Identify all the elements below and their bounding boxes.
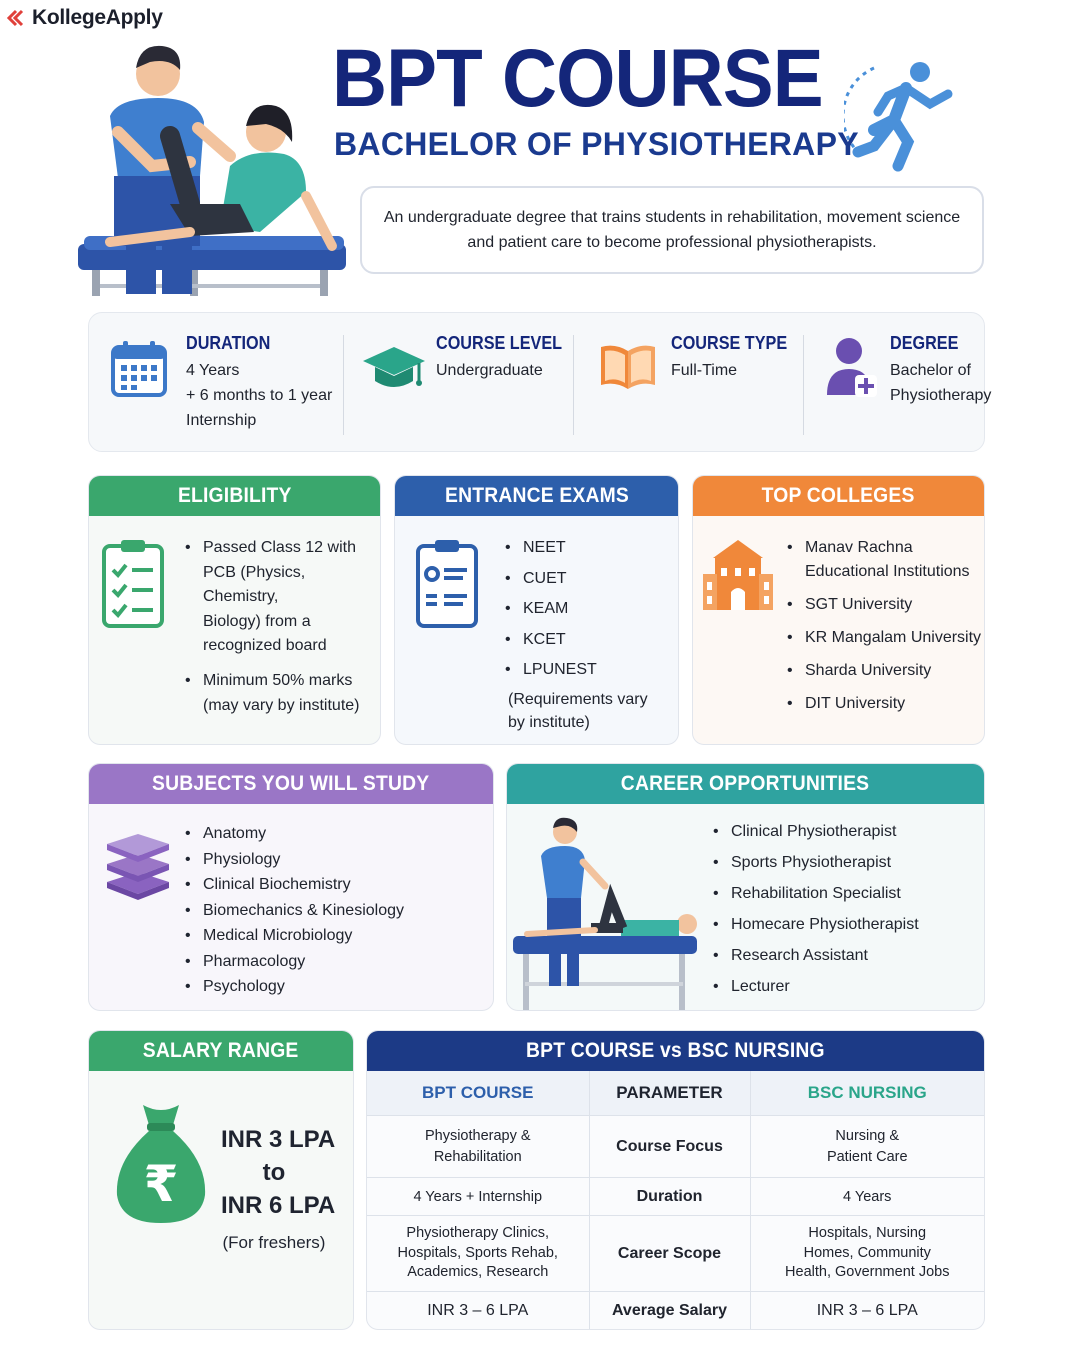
table-cell: 4 Years <box>750 1178 984 1216</box>
table-row <box>367 1178 984 1216</box>
kollegeapply-logo-icon <box>6 8 28 28</box>
subjects-list <box>185 821 485 1000</box>
salary-card <box>88 1030 354 1330</box>
list-item: • Biomechanics & Kinesiology <box>185 898 485 924</box>
salary-low: INR 3 LPA <box>221 1126 336 1153</box>
entrance-exams-header: ENTRANCE EXAMS <box>395 476 678 516</box>
therapy-session-illustration <box>511 816 701 1011</box>
stat-degree <box>890 333 991 408</box>
list-item: • Clinical Biochemistry <box>185 872 485 898</box>
course-overview-card <box>88 312 992 452</box>
subjects-header: SUBJECTS YOU WILL STUDY <box>89 764 493 804</box>
checklist-icon <box>101 538 165 628</box>
page-title: BPT COURSE <box>332 33 823 124</box>
list-item: • Research Assistant <box>713 944 983 968</box>
divider <box>573 335 574 435</box>
entrance-exams-card <box>394 475 679 745</box>
open-book-icon <box>597 341 659 393</box>
career-opportunities-card <box>506 763 985 1011</box>
person-plus-icon <box>825 335 877 399</box>
table-cell: Physiotherapy Clinics, Hospitals, Sports Rehab, Academics, Research <box>367 1216 589 1292</box>
table-cell-parameter: Duration <box>589 1178 750 1216</box>
list-item: • CUET <box>505 567 675 591</box>
list-item: • Rehabilitation Specialist <box>713 882 983 906</box>
divider <box>803 335 804 435</box>
table-row <box>367 1292 984 1330</box>
course-description: An undergraduate degree that trains students in rehabilitation, movement science and patient care to become professional physiotherapists. <box>360 186 984 274</box>
stat-course-type <box>671 333 800 383</box>
table-row <box>367 1216 984 1292</box>
list-item: • Physiology <box>185 847 485 873</box>
table-cell-parameter: Career Scope <box>589 1216 750 1292</box>
list-item: • Passed Class 12 with PCB (Physics, Chemistry, Biology) from a recognized board <box>185 536 375 659</box>
careers-list <box>713 820 983 999</box>
table-cell-parameter: Average Salary <box>589 1292 750 1330</box>
list-item: • Psychology <box>185 974 485 1000</box>
table-cell-parameter: Course Focus <box>589 1116 750 1178</box>
top-colleges-header: TOP COLLEGES <box>693 476 984 516</box>
salary-high: INR 6 LPA <box>221 1192 336 1219</box>
list-item: • KR Mangalam University <box>787 626 982 650</box>
list-item: • Clinical Physiotherapist <box>713 820 983 844</box>
stat-course-type-value: Full-Time <box>671 362 738 379</box>
brand-logo[interactable] <box>6 6 163 30</box>
list-item: • KCET <box>505 628 675 652</box>
graduation-cap-icon <box>361 343 427 393</box>
table-cell: Physiotherapy & Rehabilitation <box>367 1116 589 1178</box>
stat-degree-label: DEGREE <box>890 333 959 353</box>
brand-name: KollegeApply <box>32 6 163 29</box>
stat-duration <box>186 333 332 433</box>
calendar-icon <box>109 339 169 399</box>
salary-note: (For freshers) <box>222 1233 326 1252</box>
table-cell: INR 3 – 6 LPA <box>367 1292 589 1330</box>
eligibility-header: ELIGIBILITY <box>89 476 380 516</box>
stat-course-level <box>436 333 576 383</box>
list-item: • Sports Physiotherapist <box>713 851 983 875</box>
stat-course-type-label: COURSE TYPE <box>671 333 788 353</box>
table-cell: INR 3 – 6 LPA <box>816 1301 918 1319</box>
salary-header: SALARY RANGE <box>89 1031 353 1071</box>
list-item: • Anatomy <box>185 821 485 847</box>
subjects-card <box>88 763 494 1011</box>
exams-note: (Requirements vary by institute) <box>508 691 648 731</box>
eligibility-list <box>185 536 375 718</box>
list-item: • Manav Rachna Educational Institutions <box>787 536 982 584</box>
column-header-bpt: BPT COURSE <box>367 1071 589 1116</box>
exam-clipboard-icon <box>415 538 479 628</box>
list-item: • KEAM <box>505 597 675 621</box>
page-subtitle: BACHELOR OF PHYSIOTHERAPY <box>334 126 859 162</box>
list-item: • Medical Microbiology <box>185 923 485 949</box>
list-item: • SGT University <box>787 593 982 617</box>
list-item: • LPUNEST <box>505 658 675 682</box>
stat-duration-value: 4 Years <box>186 362 240 379</box>
stat-degree-value: Bachelor of <box>890 362 971 379</box>
salary-to: to <box>262 1159 286 1186</box>
list-item: • NEET <box>505 536 675 560</box>
table-cell: 4 Years + Internship <box>367 1178 589 1216</box>
stat-degree-value: Physiotherapy <box>890 387 992 404</box>
comparison-card <box>366 1030 985 1330</box>
exams-list <box>505 536 675 682</box>
list-item: • Sharda University <box>787 659 982 683</box>
eligibility-card <box>88 475 381 745</box>
table-cell: Nursing & Patient Care <box>750 1116 984 1178</box>
stacked-books-icon <box>103 828 173 900</box>
list-item: • Minimum 50% marks (may vary by institute) <box>185 668 375 718</box>
column-header-bsc: BSC NURSING <box>750 1071 984 1116</box>
stat-course-level-label: COURSE LEVEL <box>436 333 563 353</box>
comparison-table <box>367 1071 984 1330</box>
money-bag-icon <box>113 1101 209 1227</box>
stat-duration-label: DURATION <box>186 333 271 353</box>
top-colleges-card <box>692 475 985 745</box>
table-cell: Hospitals, Nursing Homes, Community Health, Government Jobs <box>750 1216 984 1292</box>
physiotherapy-illustration <box>70 36 355 298</box>
table-header-row <box>367 1071 984 1116</box>
divider <box>343 335 344 435</box>
list-item: • Pharmacology <box>185 949 485 975</box>
stat-duration-value: Internship <box>186 412 257 429</box>
career-opportunities-header: CAREER OPPORTUNITIES <box>507 764 984 804</box>
table-row <box>367 1116 984 1178</box>
list-item: • DIT University <box>787 692 982 716</box>
college-building-icon <box>701 536 775 612</box>
list-item: • Homecare Physiotherapist <box>713 913 983 937</box>
runner-icon <box>844 56 960 174</box>
column-header-parameter: PARAMETER <box>589 1071 750 1116</box>
rupee-symbol: ₹ <box>143 1155 179 1213</box>
comparison-header: BPT COURSE vs BSC NURSING <box>367 1031 984 1071</box>
stat-course-level-value: Undergraduate <box>436 362 543 379</box>
colleges-list <box>787 536 982 716</box>
list-item: • Lecturer <box>713 975 983 999</box>
salary-range <box>221 1123 336 1256</box>
stat-duration-value: + 6 months to 1 year <box>186 387 333 404</box>
